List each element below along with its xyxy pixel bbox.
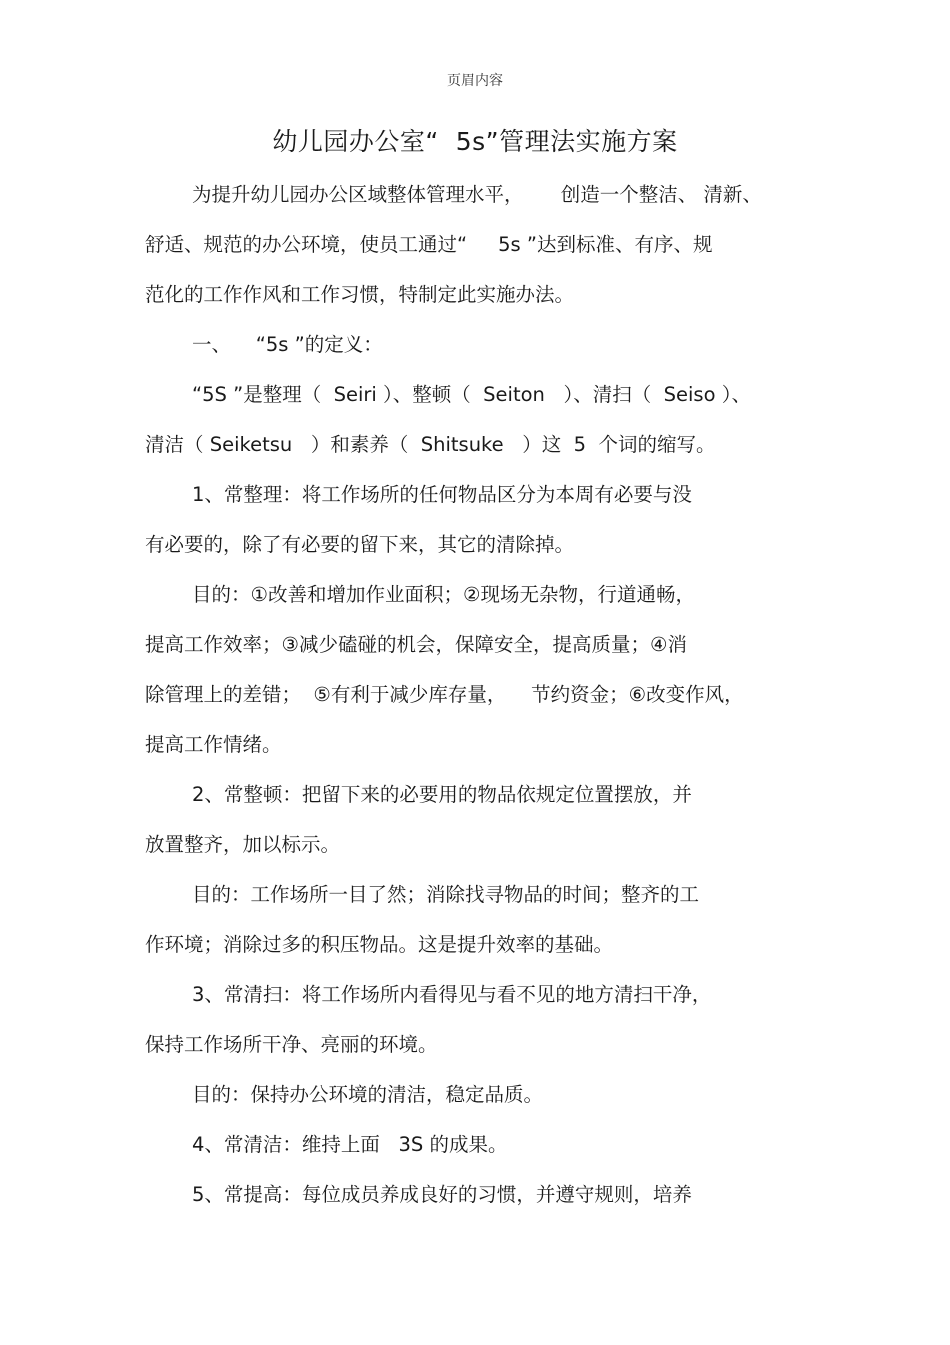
- paragraph-line: 目的：①改善和增加作业面积；②现场无杂物，行道通畅，: [192, 583, 695, 606]
- paragraph-line: 2、常整顿：把留下来的必要用的物品依规定位置摆放，并: [192, 783, 692, 806]
- paragraph-line: 4、常清洁：维持上面 3S 的成果。: [192, 1133, 508, 1156]
- paragraph-line: 3、常清扫：将工作场所内看得见与看不见的地方清扫干净，: [192, 983, 712, 1006]
- paragraph-line: 提高工作情绪。: [145, 733, 282, 756]
- paragraph-line: 范化的工作作风和工作习惯，特制定此实施办法。: [145, 283, 575, 306]
- paragraph-line: 保持工作场所干净、亮丽的环境。: [145, 1033, 438, 1056]
- paragraph-line: 5、常提高：每位成员养成良好的习惯，并遵守规则，培养: [192, 1183, 692, 1206]
- section-heading: 一、 “5s ”的定义：: [192, 333, 383, 356]
- paragraph-line: 清洁（ Seiketsu ）和素养（ Shitsuke ）这 5 个词的缩写。: [145, 433, 716, 456]
- paragraph-line: 目的：保持办公环境的清洁，稳定品质。: [192, 1083, 544, 1106]
- paragraph-line: 提高工作效率；③减少磕碰的机会，保障安全，提高质量；④消: [145, 633, 687, 656]
- paragraph-line: “5S ”是整理（ Seiri ）、整顿（ Seiton ）、清扫（ Seiso ）、: [192, 383, 751, 406]
- paragraph-line: 目的：工作场所一目了然；消除找寻物品的时间；整齐的工: [192, 883, 700, 906]
- paragraph-line: 1、常整理：将工作场所的任何物品区分为本周有必要与没: [192, 483, 692, 506]
- paragraph-line: 舒适、规范的办公环境，使员工通过“ 5s ”达到标准、有序、规: [145, 233, 713, 256]
- paragraph-line: 为提升幼儿园办公区域整体管理水平， 创造一个整洁、 清新、: [192, 183, 762, 206]
- paragraph-line: 有必要的，除了有必要的留下来，其它的清除掉。: [145, 533, 575, 556]
- paragraph-line: 作环境；消除过多的积压物品。这是提升效率的基础。: [145, 933, 614, 956]
- paragraph-line: 放置整齐，加以标示。: [145, 833, 341, 856]
- document-title: 幼儿园办公室“ 5s”管理法实施方案: [272, 127, 678, 156]
- paragraph-line: 除管理上的差错； ⑤有利于减少库存量， 节约资金；⑥改变作风，: [145, 683, 744, 706]
- page-header: 页眉内容: [447, 73, 503, 89]
